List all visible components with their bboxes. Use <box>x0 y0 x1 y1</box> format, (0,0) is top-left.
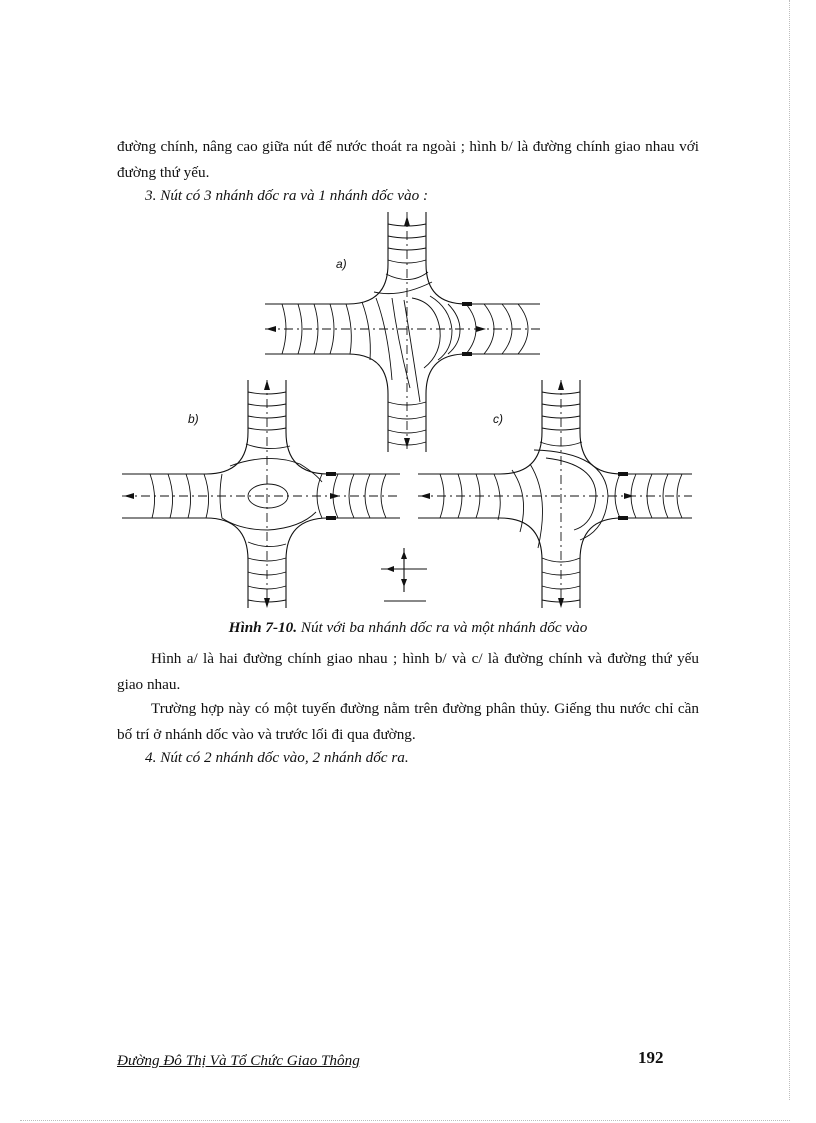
road-edge-b-sw <box>122 518 248 608</box>
footer-page-number: 192 <box>638 1048 664 1067</box>
caption-label: Hình 7-10. <box>228 619 298 636</box>
heading-3: 3. Nút có 3 nhánh dốc ra và 1 nhánh dốc vào : <box>145 187 429 204</box>
arrow-c-north <box>558 380 564 390</box>
label-a: a) <box>336 257 347 271</box>
road-edge-b-nw <box>122 380 248 474</box>
paragraph-2 <box>117 646 699 698</box>
road-edge-a-nw <box>265 212 388 304</box>
inlet-a-1 <box>462 302 472 306</box>
arrow-a-north <box>404 216 410 226</box>
road-edge-c-ne <box>580 380 692 474</box>
arrow-b-north <box>264 380 270 390</box>
paragraph-3-text: Trường hợp này có một tuyến đường nằm trên đường phân thủy. Giếng thu nước chỉ cần bố trí ở nhánh dốc vào và trước lối đi qua đường. <box>117 700 699 743</box>
arrow-c-east <box>624 493 634 499</box>
heading-4: 4. Nút có 2 nhánh dốc vào, 2 nhánh dốc ra. <box>145 749 409 766</box>
arrow-b-east <box>330 493 340 499</box>
contours-b <box>150 392 386 602</box>
arrow-a-south <box>404 438 410 448</box>
inlet-c-2 <box>618 516 628 520</box>
inlet-c-1 <box>618 472 628 476</box>
inlet-b-2 <box>326 516 336 520</box>
paragraph-3 <box>117 696 699 748</box>
road-edge-b-se <box>286 518 400 608</box>
road-edge-a-se <box>426 354 540 452</box>
legend-cross-symbol <box>381 548 427 601</box>
arrow-a-west <box>266 326 276 332</box>
contours-a <box>282 224 528 445</box>
road-edge-b-ne <box>286 380 400 474</box>
inlet-b-1 <box>326 472 336 476</box>
intersection-c <box>418 380 692 608</box>
arrow-a-east <box>476 326 486 332</box>
figure-caption <box>0 619 816 637</box>
paragraph-2-text: Hình a/ là hai đường chính giao nhau ; hình b/ và c/ là đường chính và đường thứ yếu giao nhau. <box>117 650 699 693</box>
road-edge-a-ne <box>426 212 540 304</box>
figure-7-10 <box>0 212 816 612</box>
footer-book-title: Đường Đô Thị Và Tổ Chức Giao Thông <box>117 1052 360 1069</box>
label-b: b) <box>188 412 199 426</box>
paragraph-1 <box>117 134 699 186</box>
inlet-a-2 <box>462 352 472 356</box>
road-edge-c-nw <box>418 380 542 474</box>
road-edge-a-sw <box>265 354 388 452</box>
page-border-bottom <box>20 1120 790 1121</box>
arrow-b-south <box>264 598 270 608</box>
road-edge-c-se <box>580 518 692 608</box>
arrow-c-south <box>558 598 564 608</box>
caption-text: Nút với ba nhánh dốc ra và một nhánh dốc vào <box>297 619 588 636</box>
arrow-b-west <box>124 493 134 499</box>
intersection-b <box>122 380 400 608</box>
road-edge-c-sw <box>418 518 542 608</box>
label-c: c) <box>493 412 503 426</box>
paragraph-1-text: đường chính, nâng cao giữa nút để nước thoát ra ngoài ; hình b/ là đường chính giao nhau với đường thứ yếu. <box>117 138 699 181</box>
arrow-c-west <box>420 493 430 499</box>
